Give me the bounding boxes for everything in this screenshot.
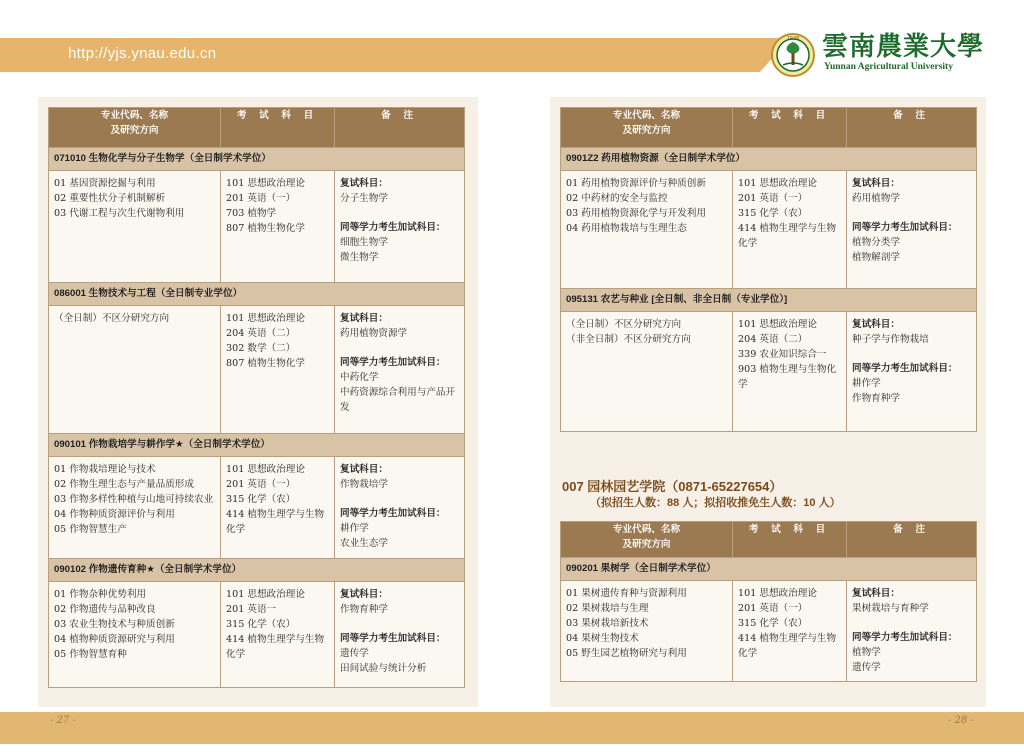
col-major-header — [49, 108, 221, 148]
col-notes-header: 备 注 — [847, 108, 977, 148]
exam-subject: 339 农业知识综合一 — [738, 349, 827, 360]
extra-exam-label: 同等学力考生加试科目： — [340, 508, 446, 519]
program-section — [561, 148, 977, 289]
research-direction: （全日制）不区分研究方向 — [54, 313, 170, 324]
exam-subject: 414 植物生理学与生物化学 — [738, 223, 837, 249]
exam-subject: 703 植物学 — [226, 208, 277, 219]
research-directions-cell — [49, 457, 221, 559]
research-direction: 01 果树遗传育种与资源利用 — [566, 588, 687, 599]
program-title: 090201 果树学（全日制学术学位） — [561, 558, 977, 581]
table-header-row — [561, 108, 977, 148]
research-direction: 04 作物种质资源评价与利用 — [54, 509, 175, 520]
logo-chinese-name: 雲南農業大學 — [822, 32, 985, 62]
program-title: 095131 农艺与种业 [全日制、非全日制（专业学位）] — [561, 289, 977, 312]
extra-exam-subject: 微生物学 — [340, 252, 379, 263]
retest-label: 复试科目： — [340, 178, 388, 189]
retest-subject: 药用植物资源学 — [340, 328, 408, 339]
research-direction: 02 作物遗传与品种改良 — [54, 604, 156, 615]
research-direction: 05 野生园艺植物研究与利用 — [566, 648, 687, 659]
research-direction: 04 植物种质资源研究与利用 — [54, 634, 175, 645]
exam-subject: 204 英语（二） — [738, 334, 808, 345]
program-title: 090101 作物栽培学与耕作学★（全日制学术学位） — [49, 434, 465, 457]
col-major-header-l1: 专业代码、名称 — [612, 524, 681, 535]
retest-subject: 分子生物学 — [340, 193, 388, 204]
exam-subject: 101 思想政治理论 — [226, 313, 305, 324]
exam-subject: 204 英语（二） — [226, 328, 296, 339]
col-major-header-l2: 及研究方向 — [622, 539, 671, 550]
retest-subject: 种子学与作物栽培 — [852, 334, 929, 345]
col-exam-header: 考 试 科 目 — [733, 108, 847, 148]
extra-exam-subject: 农业生态学 — [340, 538, 388, 549]
logo-english-name: Yunnan Agricultural University — [824, 62, 953, 72]
research-direction: 01 作物杂种优势利用 — [54, 589, 147, 600]
university-seal-icon — [770, 32, 816, 78]
program-detail-row — [49, 171, 465, 283]
program-section — [561, 289, 977, 432]
program-detail-row — [49, 582, 465, 688]
retest-subject: 药用植物学 — [852, 193, 900, 204]
exam-subject: 101 思想政治理论 — [226, 178, 305, 189]
program-detail-row — [49, 306, 465, 434]
notes-cell — [335, 457, 465, 559]
retest-subject: 作物育种学 — [340, 604, 388, 615]
research-direction: 04 药用植物栽培与生理生态 — [566, 223, 687, 234]
col-major-header — [561, 108, 733, 148]
exam-subject: 101 思想政治理论 — [738, 319, 817, 330]
extra-exam-subject: 植物学 — [852, 647, 881, 658]
program-detail-row — [561, 581, 977, 682]
extra-exam-label: 同等学力考生加试科目： — [340, 357, 446, 368]
research-direction: 01 药用植物资源评价与种质创新 — [566, 178, 706, 189]
extra-exam-label: 同等学力考生加试科目： — [340, 222, 446, 233]
exam-subject: 807 植物生物化学 — [226, 358, 305, 369]
program-title-row — [561, 558, 977, 581]
exam-subjects-cell — [221, 457, 335, 559]
research-direction: 03 果树栽培新技术 — [566, 618, 649, 629]
exam-subjects-cell — [733, 171, 847, 289]
research-direction: 01 基因资源挖掘与利用 — [54, 178, 156, 189]
research-direction: 01 作物栽培理论与技术 — [54, 464, 156, 475]
extra-exam-label: 同等学力考生加试科目： — [340, 633, 446, 644]
exam-subject: 201 英语（一） — [226, 193, 296, 204]
research-direction: 04 果树生物技术 — [566, 633, 639, 644]
extra-exam-label: 同等学力考生加试科目： — [852, 632, 958, 643]
extra-exam-subject: 植物解剖学 — [852, 252, 900, 263]
program-detail-row — [561, 312, 977, 432]
exam-subject: 302 数学（二） — [226, 343, 296, 354]
exam-subject: 101 思想政治理论 — [738, 588, 817, 599]
research-direction: 02 作物生理生态与产量品质形成 — [54, 479, 194, 490]
col-exam-header: 考 试 科 目 — [221, 108, 335, 148]
logo-year: 1938 — [786, 36, 800, 42]
program-section — [49, 283, 465, 434]
notes-cell — [335, 171, 465, 283]
research-directions-cell — [49, 582, 221, 688]
program-title: 086001 生物技术与工程（全日制专业学位） — [49, 283, 465, 306]
extra-exam-subject: 耕作学 — [852, 378, 881, 389]
extra-exam-label: 同等学力考生加试科目： — [852, 222, 958, 233]
program-section — [49, 434, 465, 559]
university-logo — [770, 32, 985, 78]
program-detail-row — [49, 457, 465, 559]
research-direction: （非全日制）不区分研究方向 — [566, 334, 691, 345]
extra-exam-subject: 遗传学 — [340, 648, 369, 659]
program-section — [561, 558, 977, 682]
exam-subject: 414 植物生理学与生物化学 — [226, 634, 325, 660]
exam-subjects-cell — [221, 306, 335, 434]
research-direction: （全日制）不区分研究方向 — [566, 319, 682, 330]
page-number-right: - 28 - — [948, 715, 974, 726]
exam-subject: 201 英语一 — [226, 604, 277, 615]
col-major-header-l1: 专业代码、名称 — [100, 110, 169, 121]
extra-exam-subject: 植物分类学 — [852, 237, 900, 248]
program-title-row — [49, 283, 465, 306]
exam-subject: 315 化学（农） — [226, 619, 296, 630]
research-direction: 05 作物智慧生产 — [54, 524, 127, 535]
exam-subject: 101 思想政治理论 — [226, 589, 305, 600]
exam-subject: 201 英语（一） — [738, 193, 808, 204]
exam-subject: 101 思想政治理论 — [226, 464, 305, 475]
table-header-row — [561, 522, 977, 558]
col-notes-header: 备 注 — [335, 108, 465, 148]
research-directions-cell — [561, 171, 733, 289]
retest-label: 复试科目： — [852, 588, 900, 599]
research-directions-cell — [561, 312, 733, 432]
footer-band — [0, 712, 1024, 744]
col-major-header-l2: 及研究方向 — [622, 125, 671, 136]
notes-cell — [847, 171, 977, 289]
retest-label: 复试科目： — [340, 464, 388, 475]
exam-subjects-cell — [733, 312, 847, 432]
exam-subject: 201 英语（一） — [738, 603, 808, 614]
exam-subject: 101 思想政治理论 — [738, 178, 817, 189]
notes-cell — [847, 581, 977, 682]
col-notes-header: 备 注 — [847, 522, 977, 558]
notes-cell — [335, 306, 465, 434]
col-major-header-l2: 及研究方向 — [110, 125, 159, 136]
col-major-header — [561, 522, 733, 558]
college-title: 007 园林园艺学院（0871-65227654） — [562, 479, 783, 494]
exam-subject: 315 化学（农） — [226, 494, 296, 505]
extra-exam-subject: 耕作学 — [340, 523, 369, 534]
col-major-header-l1: 专业代码、名称 — [612, 110, 681, 121]
exam-subject: 201 英语（一） — [226, 479, 296, 490]
left-program-table — [48, 107, 465, 688]
program-title-row — [49, 148, 465, 171]
exam-subject: 315 化学（农） — [738, 208, 808, 219]
research-direction: 03 代谢工程与次生代谢物利用 — [54, 208, 185, 219]
exam-subject: 414 植物生理学与生物化学 — [226, 509, 325, 535]
extra-exam-subject: 细胞生物学 — [340, 237, 388, 248]
exam-subjects-cell — [221, 582, 335, 688]
college-subtitle: （拟招生人数：88 人；拟招收推免生人数：10 人） — [590, 497, 841, 509]
program-title-row — [49, 559, 465, 582]
research-direction: 03 药用植物资源化学与开发利用 — [566, 208, 706, 219]
col-exam-header: 考 试 科 目 — [733, 522, 847, 558]
extra-exam-subject: 遗传学 — [852, 662, 881, 673]
program-title: 090102 作物遗传育种★（全日制学术学位） — [49, 559, 465, 582]
program-title-row — [561, 289, 977, 312]
program-title: 071010 生物化学与分子生物学（全日制学术学位） — [49, 148, 465, 171]
table-header-row — [49, 108, 465, 148]
research-direction: 03 作物多样性种植与山地可持续农业 — [54, 494, 214, 505]
exam-subject: 807 植物生物化学 — [226, 223, 305, 234]
research-directions-cell — [49, 171, 221, 283]
extra-exam-subject: 田间试验与统计分析 — [340, 663, 427, 674]
retest-label: 复试科目： — [340, 313, 388, 324]
retest-subject: 果树栽培与育种学 — [852, 603, 929, 614]
program-title: 0901Z2 药用植物资源（全日制学术学位） — [561, 148, 977, 171]
research-directions-cell — [49, 306, 221, 434]
program-title-row — [561, 148, 977, 171]
retest-label: 复试科目： — [852, 319, 900, 330]
retest-label: 复试科目： — [340, 589, 388, 600]
exam-subjects-cell — [733, 581, 847, 682]
program-detail-row — [561, 171, 977, 289]
research-direction: 05 作物智慧育种 — [54, 649, 127, 660]
extra-exam-label: 同等学力考生加试科目： — [852, 363, 958, 374]
retest-subject: 作物栽培学 — [340, 479, 388, 490]
exam-subject: 903 植物生理与生物化学 — [738, 364, 837, 390]
extra-exam-subject: 中药资源综合利用与产品开发 — [340, 387, 456, 413]
research-direction: 02 果树栽培与生理 — [566, 603, 649, 614]
program-section — [49, 148, 465, 283]
exam-subject: 315 化学（农） — [738, 618, 808, 629]
research-direction: 02 重要性状分子机制解析 — [54, 193, 166, 204]
extra-exam-subject: 作物育种学 — [852, 393, 900, 404]
right-program-table-top — [560, 107, 977, 432]
right-program-table-bottom — [560, 521, 977, 682]
program-title-row — [49, 434, 465, 457]
extra-exam-subject: 中药化学 — [340, 372, 379, 383]
research-direction: 03 农业生物技术与种质创新 — [54, 619, 175, 630]
exam-subject: 414 植物生理学与生物化学 — [738, 633, 837, 659]
site-url[interactable]: http://yjs.ynau.edu.cn — [68, 45, 217, 62]
research-direction: 02 中药材的安全与监控 — [566, 193, 668, 204]
program-section — [49, 559, 465, 688]
research-directions-cell — [561, 581, 733, 682]
notes-cell — [847, 312, 977, 432]
retest-label: 复试科目： — [852, 178, 900, 189]
exam-subjects-cell — [221, 171, 335, 283]
page-number-left: - 27 - — [50, 715, 76, 726]
notes-cell — [335, 582, 465, 688]
